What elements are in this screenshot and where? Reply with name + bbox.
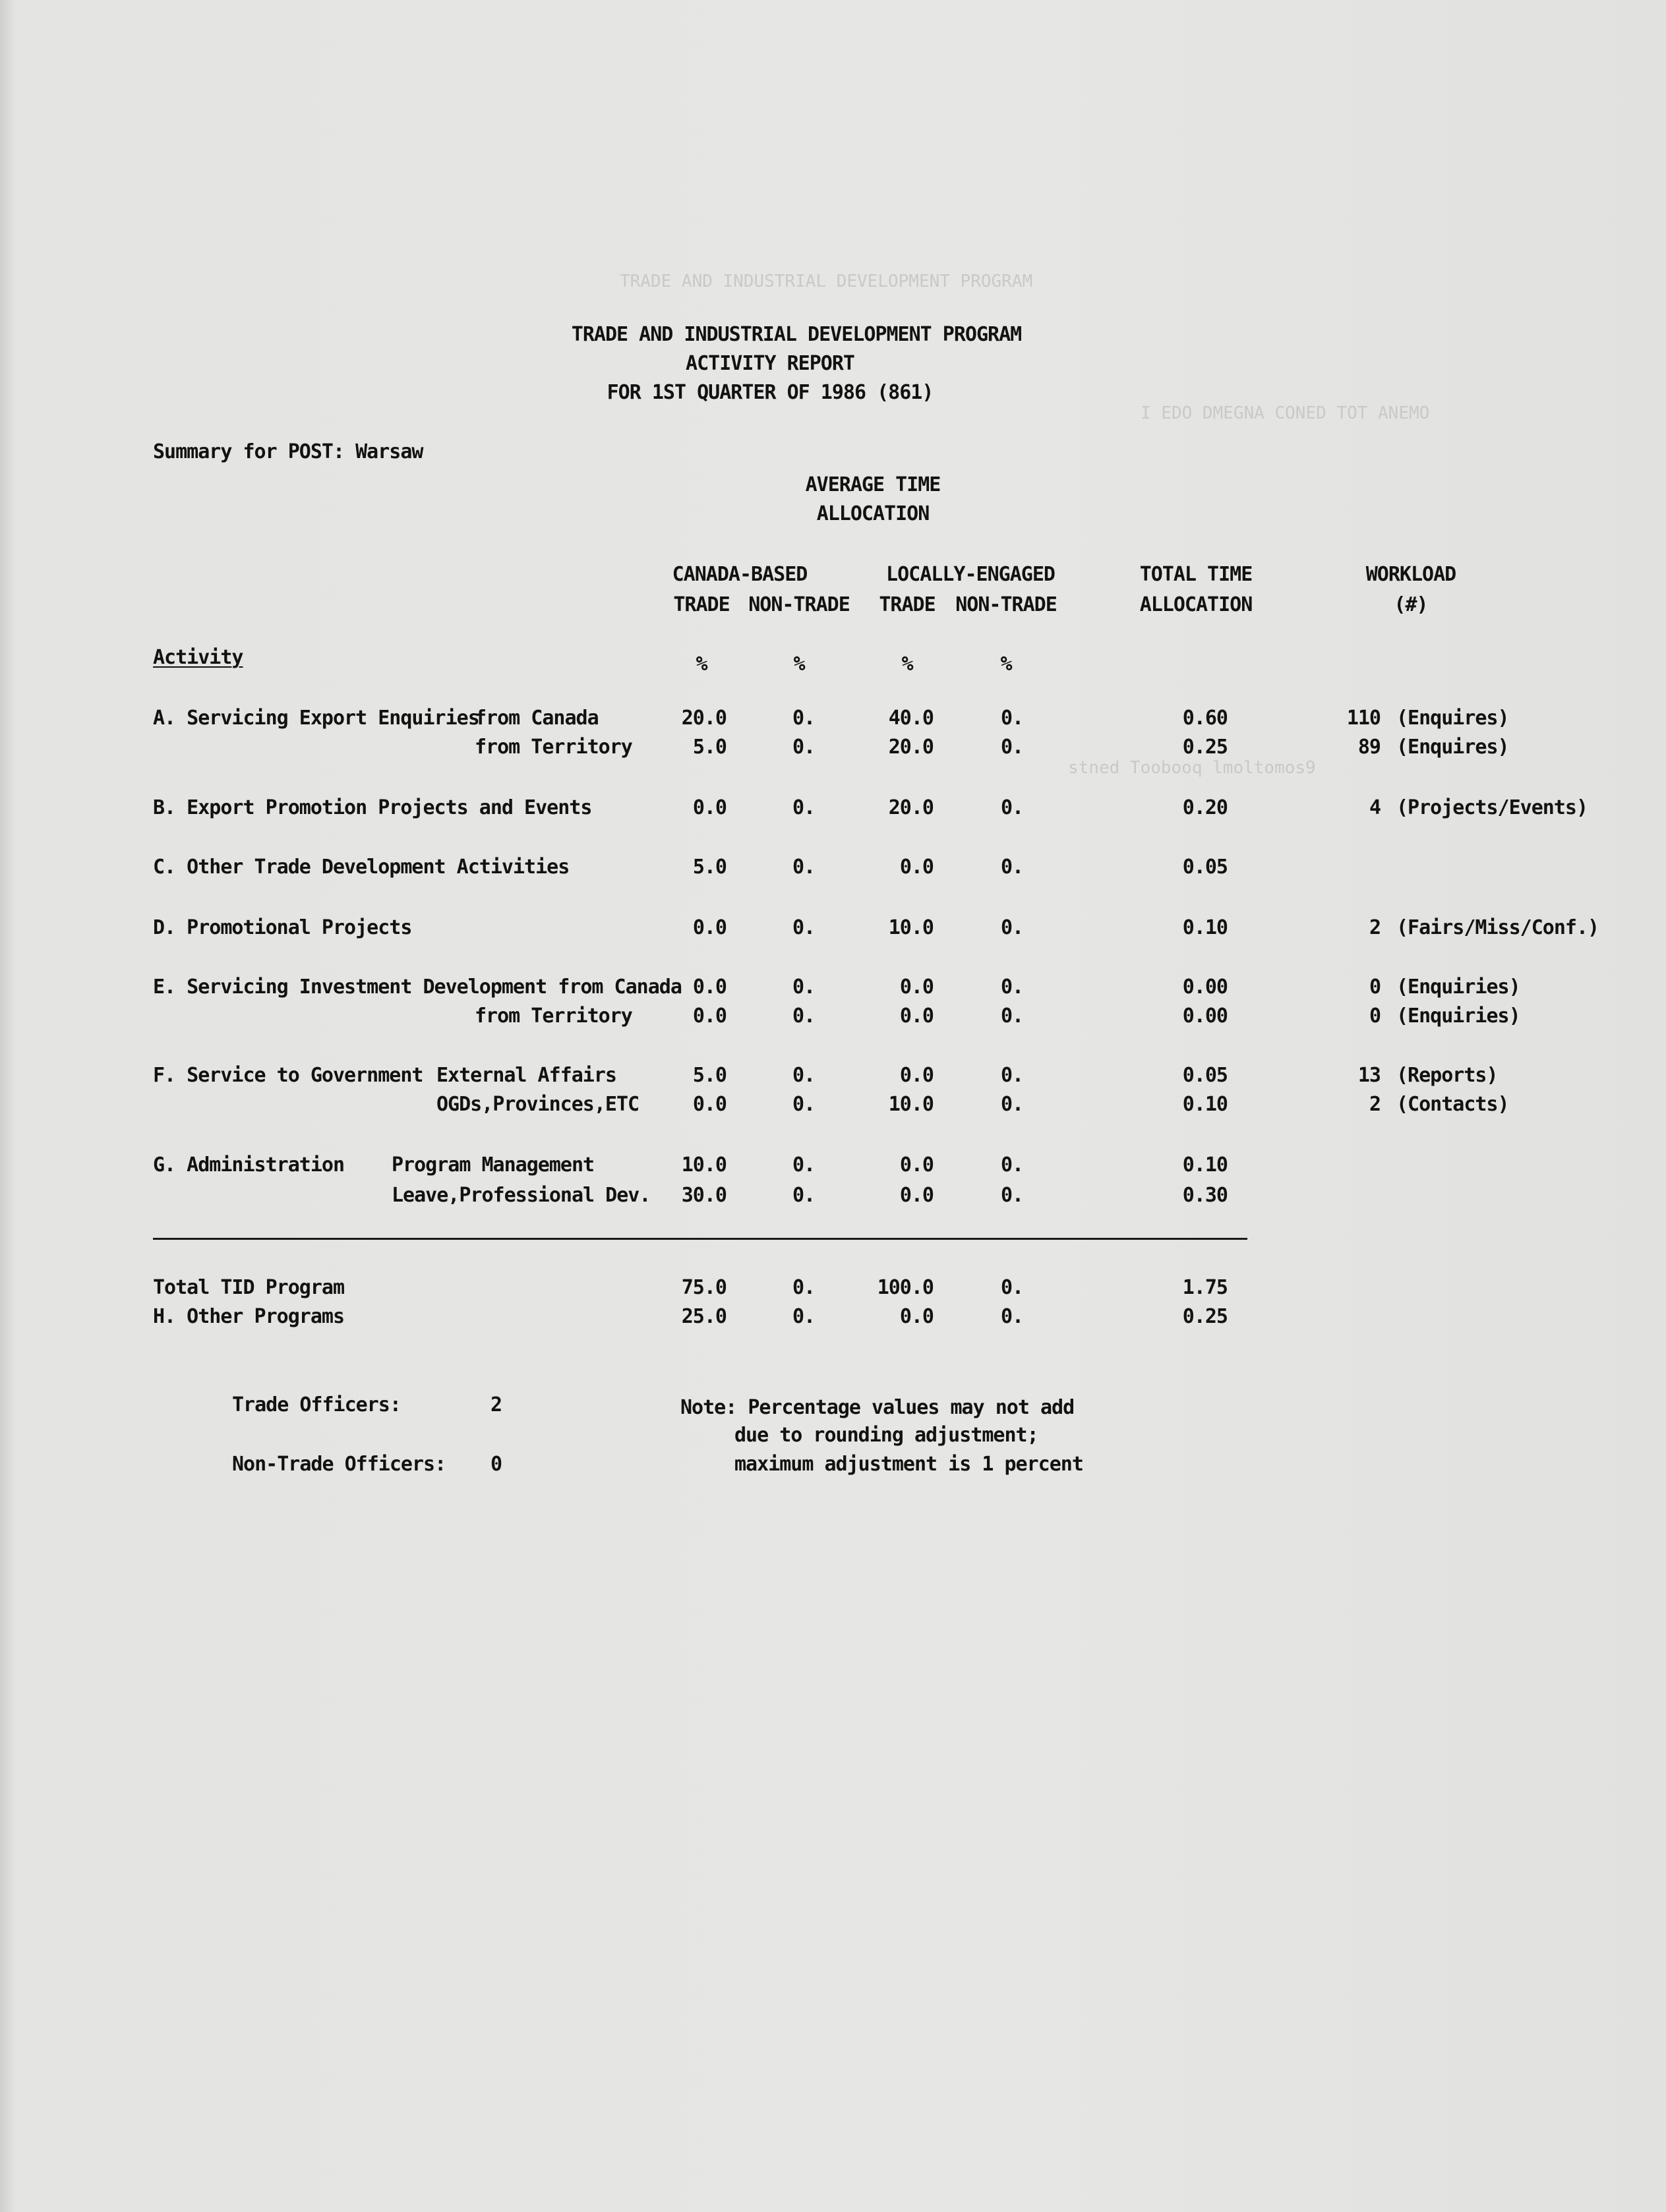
cb-trade-value: 25.0 (681, 1305, 727, 1328)
cb-trade-value: 5.0 (692, 736, 727, 759)
workload-unit: (Enquires) (1396, 707, 1509, 730)
total-allocation-value: 0.30 (1182, 1184, 1228, 1207)
workload-count: 0 (1369, 975, 1381, 999)
workload-count: 89 (1357, 736, 1381, 759)
le-nontrade-value: 0. (1001, 975, 1024, 999)
footnote-line-3: maximum adjustment is 1 percent (734, 1453, 1083, 1476)
cb-nontrade-value: 0. (792, 856, 816, 879)
total-time-header-1: TOTAL TIME (1139, 563, 1253, 586)
activity-sub-label: External Affairs (436, 1064, 616, 1087)
workload-count: 4 (1369, 796, 1381, 819)
le-trade-value: 0.0 (899, 856, 934, 879)
other-programs-label: H. Other Programs (153, 1305, 345, 1328)
bleed-through-text: TRADE AND INDUSTRIAL DEVELOPMENT PROGRAM (620, 272, 1033, 291)
total-allocation-value: 0.20 (1182, 796, 1228, 819)
le-trade-value: 0.0 (899, 1153, 934, 1177)
le-trade-value: 0.0 (899, 1305, 934, 1328)
le-trade-value: 10.0 (888, 916, 934, 939)
total-allocation-value: 0.10 (1182, 1153, 1228, 1177)
percent-symbol: % (901, 653, 913, 676)
report-title-line-3: FOR 1ST QUARTER OF 1986 (861) (607, 381, 934, 404)
workload-count: 13 (1357, 1064, 1381, 1087)
cb-trade-value: 0.0 (692, 796, 727, 819)
cb-trade-value: 75.0 (681, 1276, 727, 1299)
le-trade-value: 20.0 (888, 796, 934, 819)
cb-trade-value: 0.0 (692, 1093, 727, 1116)
report-title-line-2: ACTIVITY REPORT (686, 352, 854, 375)
cb-nontrade-value: 0. (792, 1004, 816, 1028)
workload-unit: (Projects/Events) (1396, 796, 1588, 819)
activity-sub-label: OGDs,Provinces,ETC (436, 1093, 640, 1116)
locally-engaged-header: LOCALLY-ENGAGED (886, 563, 1055, 586)
le-nontrade-value: 0. (1001, 1276, 1024, 1299)
cb-trade-header: TRADE (673, 593, 730, 616)
total-allocation-value: 1.75 (1182, 1276, 1228, 1299)
cb-nontrade-value: 0. (792, 1276, 816, 1299)
cb-trade-value: 0.0 (692, 1004, 727, 1028)
cb-trade-value: 5.0 (692, 1064, 727, 1087)
cb-nontrade-value: 0. (792, 975, 816, 999)
le-trade-value: 20.0 (888, 736, 934, 759)
le-nontrade-value: 0. (1001, 856, 1024, 879)
workload-count: 0 (1369, 1004, 1381, 1028)
total-allocation-value: 0.60 (1182, 707, 1228, 730)
cb-trade-value: 20.0 (681, 707, 727, 730)
le-trade-header: TRADE (879, 593, 936, 616)
workload-header-2: (#) (1394, 593, 1428, 616)
trade-officers-label: Trade Officers: (232, 1393, 401, 1416)
nontrade-officers-label: Non-Trade Officers: (232, 1453, 446, 1476)
cb-nontrade-value: 0. (792, 1305, 816, 1328)
percent-symbol: % (1000, 653, 1012, 676)
le-nontrade-value: 0. (1001, 1093, 1024, 1116)
workload-unit: (Enquiries) (1396, 975, 1520, 999)
activity-group-label: G. Administration (153, 1153, 345, 1177)
workload-unit: (Reports) (1396, 1064, 1498, 1087)
total-allocation-value: 0.05 (1182, 856, 1228, 879)
cb-trade-value: 30.0 (681, 1184, 727, 1207)
le-trade-value: 100.0 (877, 1276, 934, 1299)
percent-symbol: % (696, 653, 707, 676)
le-nontrade-value: 0. (1001, 707, 1024, 730)
le-trade-value: 0.0 (899, 1184, 934, 1207)
cb-nontrade-header: NON-TRADE (748, 593, 850, 616)
workload-unit: (Contacts) (1396, 1093, 1509, 1116)
le-nontrade-value: 0. (1001, 1184, 1024, 1207)
cb-nontrade-value: 0. (792, 916, 816, 939)
le-nontrade-header: NON-TRADE (955, 593, 1057, 616)
totals-divider-line (153, 1238, 1247, 1240)
cb-nontrade-value: 0. (792, 1093, 816, 1116)
activity-group-label: C. Other Trade Development Activities (153, 856, 570, 879)
activity-sub-label: from Canada (475, 707, 599, 730)
activity-group-label: F. Service to Government (153, 1064, 423, 1087)
avg-time-header-2: ALLOCATION (816, 502, 930, 525)
activity-sub-label: Program Management (392, 1153, 595, 1177)
cb-nontrade-value: 0. (792, 796, 816, 819)
total-allocation-value: 0.25 (1182, 1305, 1228, 1328)
activity-group-label: A. Servicing Export Enquiries (153, 707, 479, 730)
le-nontrade-value: 0. (1001, 796, 1024, 819)
total-allocation-value: 0.00 (1182, 1004, 1228, 1028)
cb-nontrade-value: 0. (792, 1184, 816, 1207)
le-nontrade-value: 0. (1001, 916, 1024, 939)
workload-unit: (Enquiries) (1396, 1004, 1520, 1028)
bleed-through-text: stned Toobooq lmoltomos9 (1068, 758, 1316, 778)
total-allocation-value: 0.10 (1182, 1093, 1228, 1116)
workload-count: 2 (1369, 1093, 1381, 1116)
workload-header-1: WORKLOAD (1365, 563, 1456, 586)
le-trade-value: 40.0 (888, 707, 934, 730)
le-trade-value: 0.0 (899, 1004, 934, 1028)
report-title-line-1: TRADE AND INDUSTRIAL DEVELOPMENT PROGRAM (571, 323, 1022, 346)
le-nontrade-value: 0. (1001, 1305, 1024, 1328)
cb-nontrade-value: 0. (792, 1064, 816, 1087)
total-allocation-value: 0.10 (1182, 916, 1228, 939)
le-trade-value: 10.0 (888, 1093, 934, 1116)
total-allocation-value: 0.00 (1182, 975, 1228, 999)
le-nontrade-value: 0. (1001, 1004, 1024, 1028)
le-nontrade-value: 0. (1001, 1153, 1024, 1177)
post-summary: Summary for POST: Warsaw (153, 440, 423, 463)
bleed-through-text: I EDO DMEGNA CONED TOT ANEMO (1141, 403, 1430, 423)
avg-time-header-1: AVERAGE TIME (805, 473, 941, 496)
total-allocation-value: 0.05 (1182, 1064, 1228, 1087)
cb-nontrade-value: 0. (792, 707, 816, 730)
total-tid-program-label: Total TID Program (153, 1276, 345, 1299)
cb-nontrade-value: 0. (792, 1153, 816, 1177)
workload-unit: (Enquires) (1396, 736, 1509, 759)
workload-count: 110 (1346, 707, 1381, 730)
le-nontrade-value: 0. (1001, 1064, 1024, 1087)
le-trade-value: 0.0 (899, 1064, 934, 1087)
footnote-line-1: Note: Percentage values may not add (680, 1396, 1075, 1419)
total-time-header-2: ALLOCATION (1139, 593, 1253, 616)
activity-group-label: D. Promotional Projects (153, 916, 412, 939)
le-trade-value: 0.0 (899, 975, 934, 999)
cb-nontrade-value: 0. (792, 736, 816, 759)
workload-unit: (Fairs/Miss/Conf.) (1396, 916, 1599, 939)
workload-count: 2 (1369, 916, 1381, 939)
activity-group-label: E. Servicing Investment Development from Canada (153, 975, 682, 999)
activity-sub-label: from Territory (475, 736, 632, 759)
cb-trade-value: 0.0 (692, 975, 727, 999)
cb-trade-value: 5.0 (692, 856, 727, 879)
footnote-line-2: due to rounding adjustment; (734, 1424, 1038, 1447)
percent-symbol: % (793, 653, 805, 676)
activity-sub-label: Leave,Professional Dev. (392, 1184, 651, 1207)
activity-sub-label: from Territory (475, 1004, 632, 1028)
activity-header: Activity (153, 646, 243, 669)
le-nontrade-value: 0. (1001, 736, 1024, 759)
nontrade-officers-value: 0 (491, 1453, 502, 1476)
total-allocation-value: 0.25 (1182, 736, 1228, 759)
cb-trade-value: 10.0 (681, 1153, 727, 1177)
activity-group-label: B. Export Promotion Projects and Events (153, 796, 592, 819)
trade-officers-value: 2 (491, 1393, 502, 1416)
canada-based-header: CANADA-BASED (672, 563, 808, 586)
cb-trade-value: 0.0 (692, 916, 727, 939)
